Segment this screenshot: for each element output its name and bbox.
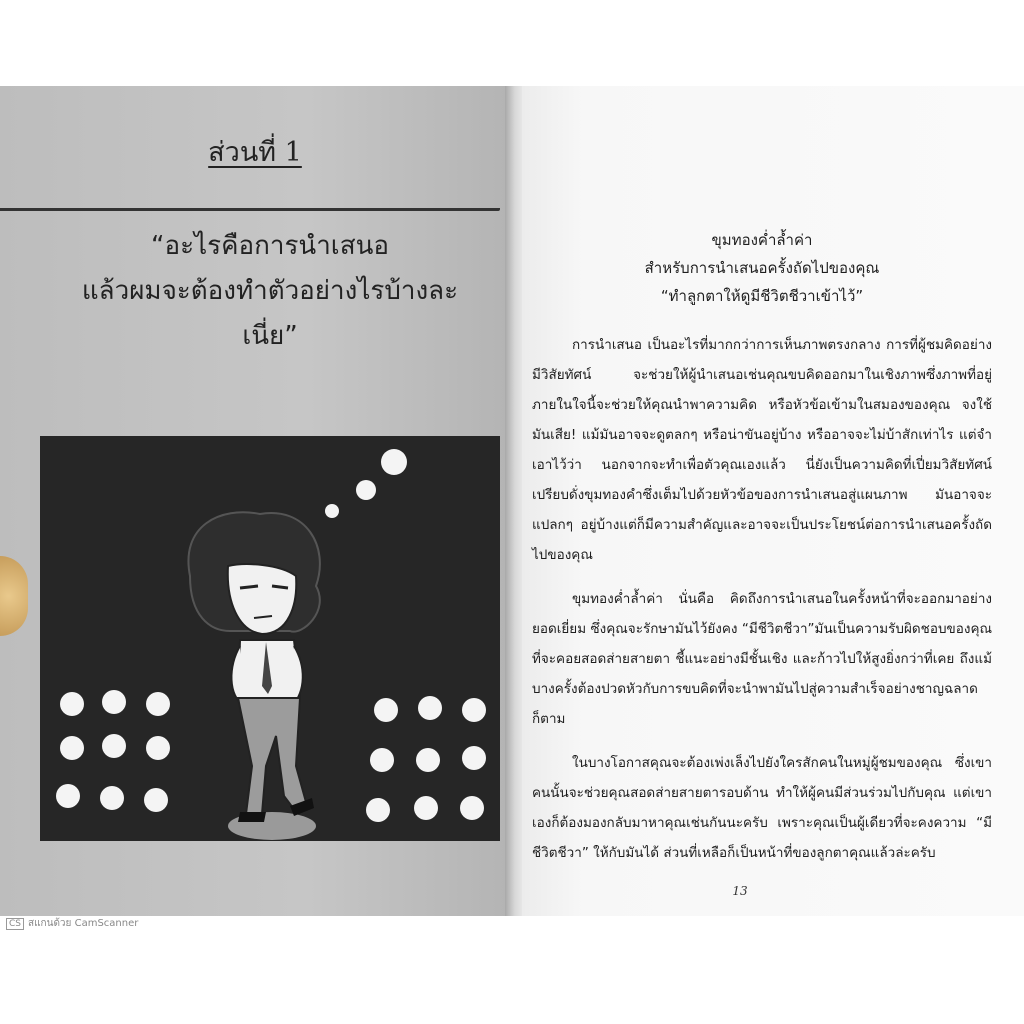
paragraph-2: ขุมทองค่ำล้ำค่า นั่นคือ คิดถึงการนำเสนอในครั้งหน้าที่จะออกมาอย่างยอดเยี่ยม ซึ่งคุณจะรักษามันไว้ยังคง “มีชีวิตชีวา”มันเป็นความรับผิดชอบของคุณที่จะคอยสอดส่ายสายตา ชี้แนะอย่างมีชั้นเชิง และก้าวไปให้สูงยิ่งกว่าที่เคย ถึงแม้บางครั้งต้องปวดหัวกับการขบคิดที่จะนำพามันไปสู่ความสำเร็จอย่างชาญฉลาดก็ตาม — [532, 591, 992, 727]
right-page-text — [532, 226, 992, 868]
left-page — [0, 86, 510, 916]
left-dot-grid — [56, 690, 170, 812]
scanner-watermark — [6, 916, 138, 931]
title-line-2: สำหรับการนำเสนอครั้งถัดไปของคุณ — [644, 259, 880, 277]
title-line-1: ขุมทองค่ำล้ำค่า — [711, 231, 813, 249]
cartoon-svg — [40, 436, 500, 841]
title-line-3: “ทำลูกตาให้ดูมีชีวิตชีวาเข้าไว้” — [660, 287, 864, 305]
scanner-text: สแกนด้วย CamScanner — [28, 918, 139, 929]
thought-bubble-large — [381, 449, 407, 475]
page-number: 13 — [732, 884, 748, 898]
paragraph-1: การนำเสนอ เป็นอะไรที่มากกว่าการเห็นภาพตรงกลาง การที่ผู้ชมคิดอย่างมีวิสัยทัศน์ จะช่วยให้ผู้นำเสนอเช่นคุณขบคิดออกมาในเชิงภาพซึ่งภาพที่อยู่ภายในใจนี้จะช่วยให้คุณนำพาความคิด หรือหัวข้อเข้ามในสมองของคุณ จงใช้มันเสีย! แม้มันอาจจะดูตลกๆ หรือน่าขันอยู่บ้าง หรืออาจจะไม่บ้าสักเท่าไร แต่จำเอาไว้ว่า นอกจากจะทำเพื่อตัวคุณเองแล้ว นี่ยังเป็นความคิดที่เปี่ยมวิสัยทัศน์ เปรียบดั่งขุมทองคำซึ่งเต็มไปด้วยหัวข้อของการนำเสนอสู่แผนภาพ มันอาจจะแปลกๆ อยู่บ้างแต่ก็มีความสำคัญและอาจจะเป็นประโยชน์ต่อการนำเสนอครั้งถัดไปของคุณ — [532, 337, 992, 563]
thought-bubble-small — [325, 504, 339, 518]
cartoon-character — [188, 512, 319, 840]
heading-line-1: “อะไรคือการนำเสนอ — [151, 231, 389, 261]
divider-rule — [0, 208, 500, 211]
cartoon-illustration — [40, 436, 500, 841]
heading-line-2: แล้วผมจะต้องทำตัวอย่างไรบ้างละเนี่ย” — [81, 276, 459, 351]
chapter-heading — [60, 224, 480, 359]
paragraph-3: ในบางโอกาสคุณจะต้องเพ่งเล็งไปยังใครสักคนในหมู่ผู้ชมของคุณ ซึ่งเขาคนนั้นจะช่วยคุณสอดส่ายสายตารอบด้าน ทำให้ผู้คนมีส่วนร่วมไปกับคุณ แต่เขาเองก็ต้องมองกลับมาหาคุณเช่นกันนะครับ เพราะคุณเป็นผู้เดียวที่จะคงความ “มีชีวิตชีวา” ให้กับมันได้ ส่วนที่เหลือก็เป็นหน้าที่ของลูกตาคุณแล้วล่ะครับ — [532, 755, 992, 861]
scanner-badge: CS — [6, 918, 24, 930]
right-page-title — [532, 226, 992, 310]
right-dot-grid — [366, 696, 486, 822]
book-spread — [0, 86, 1024, 916]
thought-bubble-medium — [356, 480, 376, 500]
part-title: ส่วนที่ 1 — [208, 137, 302, 168]
